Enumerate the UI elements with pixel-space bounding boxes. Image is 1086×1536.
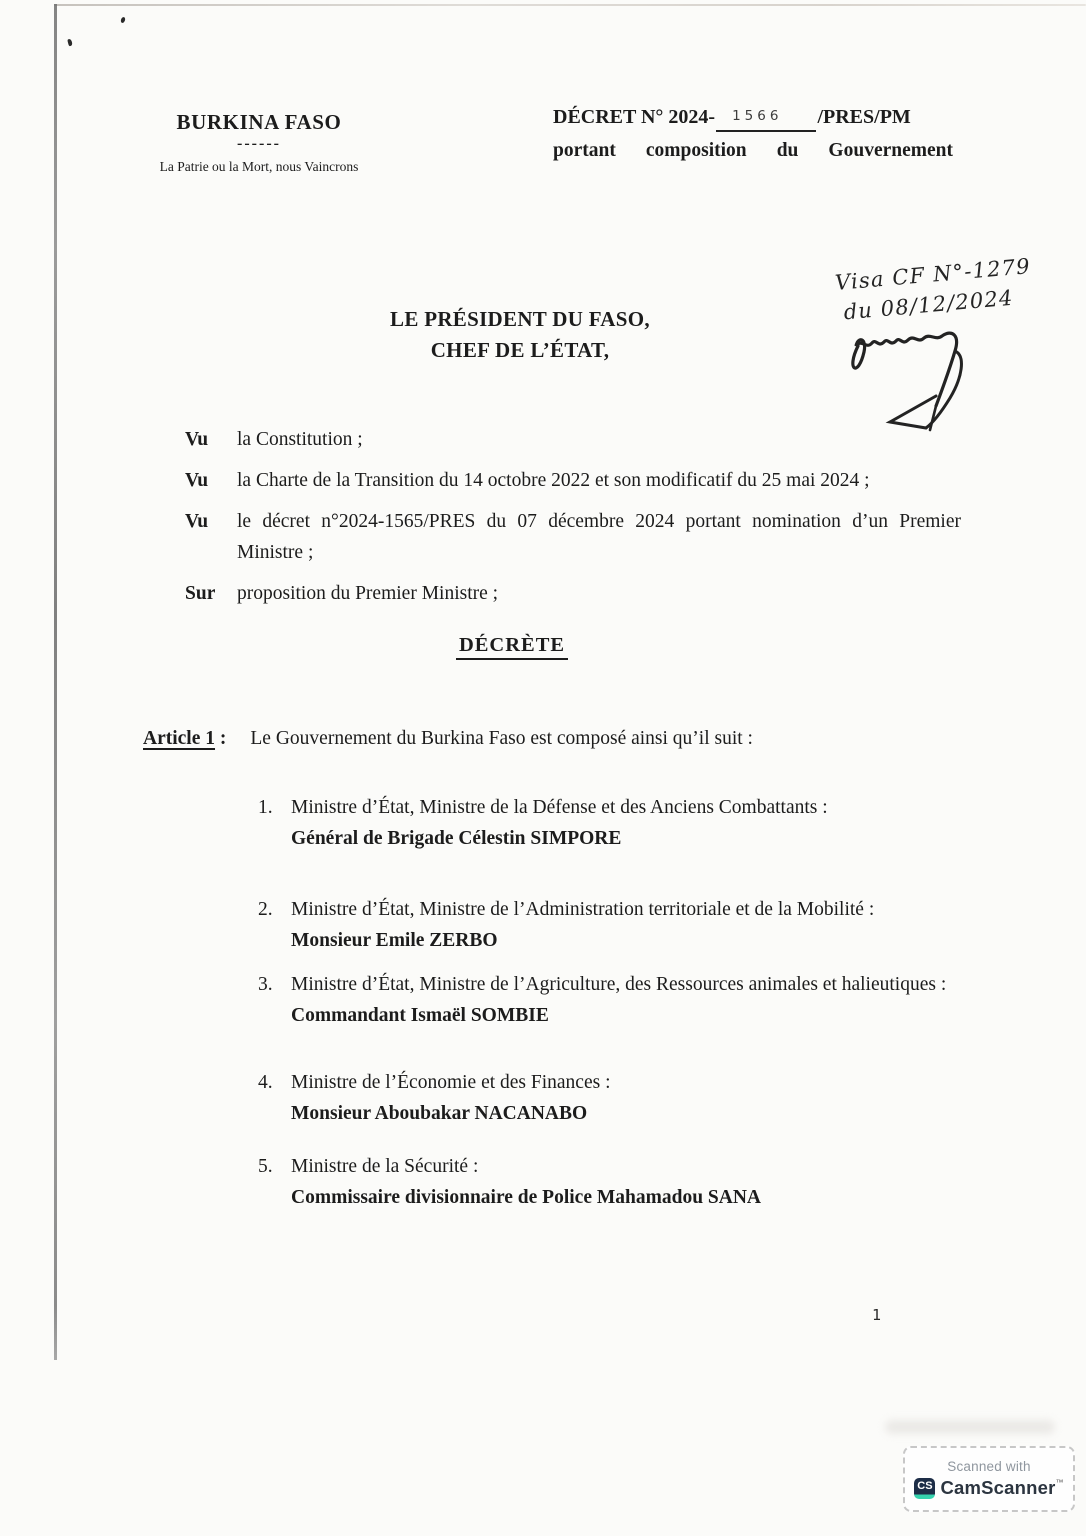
decrete-heading-wrap xyxy=(0,634,1024,660)
minister-name: Commissaire divisionnaire de Police Mahamadou SANA xyxy=(291,1187,761,1208)
minister-item xyxy=(258,1151,970,1213)
minister-name: Commandant Ismaël SOMBIE xyxy=(291,1005,549,1026)
list-number: 5. xyxy=(258,1156,273,1177)
page-number: 1 xyxy=(872,1306,882,1324)
decree-title-line xyxy=(553,106,957,132)
minister-role: Ministre d’État, Ministre de l’Administration territoriale et de la Mobilité : xyxy=(291,899,875,920)
recital-text: la Constitution ; xyxy=(237,429,363,450)
header-left-block xyxy=(143,110,375,175)
article-text: Le Gouvernement du Burkina Faso est composé ainsi qu’il suit : xyxy=(250,728,753,749)
recital-text: la Charte de la Transition du 14 octobre 2022 et son modificatif du 25 mai 2024 ; xyxy=(237,470,870,491)
visa-line-1: Visa CF N°-1279 xyxy=(834,254,1032,296)
recital-text: le décret n°2024-1565/PRES du 07 décembre 2024 portant nomination d’un Premier Ministre ; xyxy=(237,511,961,563)
list-number: 1. xyxy=(258,797,273,818)
recital-row xyxy=(185,424,961,455)
national-motto: La Patrie ou la Mort, nous Vaincrons xyxy=(159,159,359,174)
article-colon: : xyxy=(215,728,227,749)
minister-role: Ministre de la Sécurité : xyxy=(291,1156,479,1177)
recitals-list xyxy=(185,424,961,619)
header-right-block xyxy=(553,106,957,162)
camscanner-brand-name: CamScanner xyxy=(940,1477,1056,1498)
country-title: BURKINA FASO xyxy=(176,110,342,134)
camscanner-brand-row xyxy=(914,1477,1063,1499)
minister-item xyxy=(258,792,970,854)
article-1-paragraph xyxy=(143,724,983,754)
scan-smudge xyxy=(885,1420,1055,1434)
ink-speck xyxy=(67,39,73,47)
minister-name: Monsieur Emile ZERBO xyxy=(291,930,498,951)
recital-row xyxy=(185,506,961,568)
list-number: 2. xyxy=(258,899,273,920)
recital-label: Vu xyxy=(185,429,209,450)
minister-role: Ministre d’État, Ministre de l’Agriculture, des Ressources animales et halieutiques : xyxy=(291,974,947,995)
list-number: 4. xyxy=(258,1072,273,1093)
minister-item xyxy=(258,969,970,1031)
minister-item xyxy=(258,1067,970,1129)
scan-left-edge-line xyxy=(54,4,57,1360)
title-line-2: CHEF DE L’ÉTAT, xyxy=(430,338,610,362)
minister-role: Ministre d’État, Ministre de la Défense et des Anciens Combattants : xyxy=(291,797,828,818)
decree-suffix: /PRES/PM xyxy=(817,106,911,128)
recital-label: Vu xyxy=(185,511,209,532)
camscanner-badge xyxy=(903,1446,1075,1512)
recital-label: Vu xyxy=(185,470,209,491)
list-number: 3. xyxy=(258,974,273,995)
minister-name: Général de Brigade Célestin SIMPORE xyxy=(291,828,622,849)
article-label: Article 1 xyxy=(143,728,216,749)
decrete-heading: DÉCRÈTE xyxy=(456,634,568,660)
scanned-with-label: Scanned with xyxy=(947,1459,1031,1474)
recital-label: Sur xyxy=(185,583,216,604)
ink-speck xyxy=(120,16,126,23)
ministers-list xyxy=(258,792,970,1213)
trademark-symbol: ™ xyxy=(1055,1477,1064,1487)
recital-row xyxy=(185,578,961,609)
scan-top-edge-line xyxy=(54,4,1086,6)
decree-number-underline xyxy=(716,107,816,132)
decree-number: 1566 xyxy=(732,108,783,124)
recital-text: proposition du Premier Ministre ; xyxy=(237,583,499,604)
minister-item xyxy=(258,894,970,956)
camscanner-cs-icon: CS xyxy=(914,1478,935,1499)
decree-subject: portant composition du Gouvernement xyxy=(553,140,953,161)
separator-dashes: ------ xyxy=(237,135,281,152)
decree-prefix: DÉCRET N° 2024- xyxy=(553,106,716,128)
minister-role: Ministre de l’Économie et des Finances : xyxy=(291,1072,611,1093)
minister-name: Monsieur Aboubakar NACANABO xyxy=(291,1103,588,1124)
visa-line-2: du 08/12/2024 xyxy=(842,285,1015,325)
recital-row xyxy=(185,465,961,496)
title-line-1: LE PRÉSIDENT DU FASO, xyxy=(390,307,650,331)
document-title xyxy=(0,304,1040,366)
